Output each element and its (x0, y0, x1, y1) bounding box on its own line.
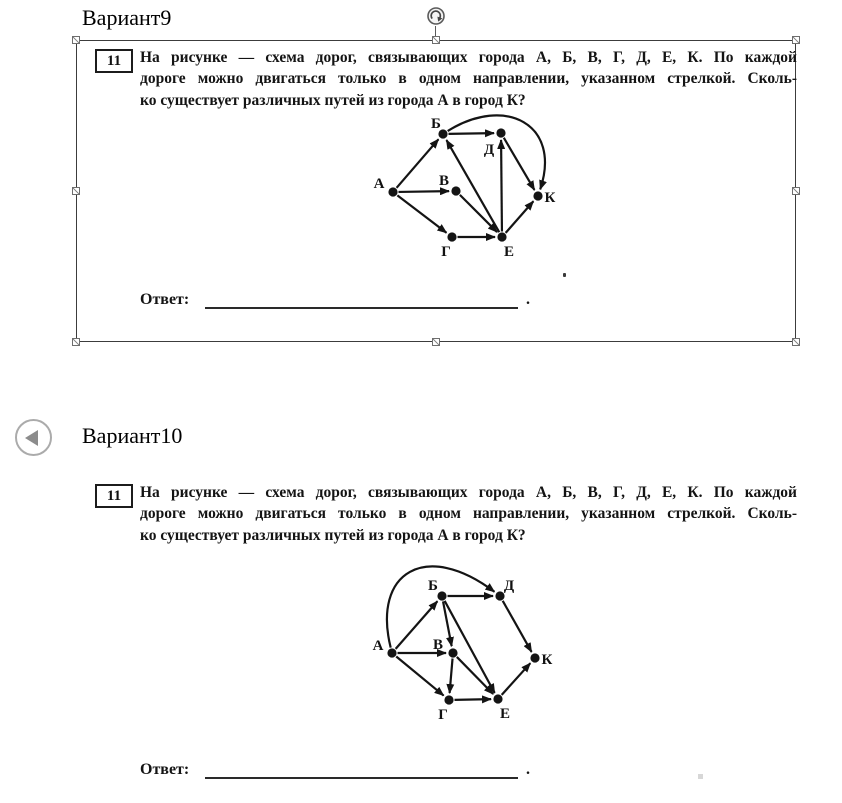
stray-gray-square (698, 774, 703, 779)
graph-node-E (497, 232, 506, 241)
variant9-answer-label: Ответ: (140, 291, 190, 308)
variant9-problem-text (140, 47, 797, 111)
graph-edge-V-E (460, 195, 497, 232)
problem-text-line: ко существует различных путей из города А в город К? (140, 526, 526, 544)
problem-text-line: дороге можно двигаться только в одном направлении, указанном стрелкой. Сколь- (140, 70, 797, 88)
graph-node-label-G: Г (438, 707, 448, 723)
graph-node-label-V: В (438, 173, 450, 189)
graph-node-G (444, 695, 453, 704)
graph-edge-B-E (445, 601, 495, 693)
graph-node-E (493, 694, 502, 703)
left-triangle-icon (25, 430, 38, 446)
rotate-handle-icon[interactable] (425, 5, 447, 27)
graph-node-G (447, 232, 456, 241)
graph-node-label-B: Б (428, 578, 438, 594)
graph-node-label-K: К (541, 652, 553, 668)
problem-text-line: ко существует различных путей из города А в город К? (140, 91, 526, 109)
variant10-answer-label: Ответ: (140, 761, 190, 778)
variant9-problem-number-box (95, 49, 133, 73)
graph-node-K (533, 191, 542, 200)
variant10-title: Вариант10 (82, 423, 183, 448)
graph-node-label-A: А (372, 638, 384, 654)
graph-edge-B-K (448, 115, 545, 189)
graph-node-A (387, 648, 396, 657)
stray-dot (563, 273, 566, 277)
graph-edge-D-K (504, 138, 535, 190)
graph-edge-A-V (398, 191, 449, 192)
graph-edge-A-D (387, 566, 494, 647)
graph-edge-D-K (503, 601, 532, 652)
graph-edge-E-K (506, 201, 534, 233)
resize-handle-top-middle[interactable] (432, 36, 440, 44)
resize-handle-middle-left[interactable] (72, 187, 80, 195)
graph-node-label-V: В (432, 637, 444, 653)
graph-edge-A-B (397, 139, 439, 188)
graph-edge-E-K (502, 663, 531, 695)
graph-node-label-E: Е (503, 244, 515, 260)
graph-node-label-G: Г (441, 244, 451, 260)
variant9-title: Вариант9 (82, 5, 172, 30)
resize-handle-top-left[interactable] (72, 36, 80, 44)
graph-node-K (530, 653, 539, 662)
graph-edge-A-B (396, 601, 438, 649)
previous-variant-button[interactable] (15, 419, 52, 456)
graph-node-label-D: Д (483, 142, 495, 158)
graph-node-label-D: Д (503, 578, 515, 594)
variant10-answer-blank-line (205, 777, 518, 779)
graph-node-label-K: К (544, 190, 556, 206)
graph-edge-V-G (450, 658, 453, 693)
problem-text-line: На рисунке — схема дорог, связывающих города А, Б, В, Г, Д, Е, К. По каждой (140, 49, 797, 66)
variant10-problem-number-box (95, 484, 133, 508)
graph-node-label-B: Б (431, 116, 441, 132)
graph-edge-A-G (396, 656, 443, 695)
problem-text-line: дороге можно двигаться только в одном направлении, указанном стрелкой. Сколь- (140, 505, 797, 523)
graph-edge-E-D (501, 140, 502, 232)
graph-node-D (496, 128, 505, 137)
problem-text-line: На рисунке — схема дорог, связывающих города А, Б, В, Г, Д, Е, К. По каждой (140, 484, 797, 501)
variant9-answer-period: . (526, 291, 530, 308)
graph-node-B (437, 591, 446, 600)
variant10-problem-number: 11 (106, 487, 122, 504)
variant9-answer-blank-line (205, 307, 518, 309)
graph-edge-B-D (448, 133, 494, 134)
resize-handle-middle-right[interactable] (792, 187, 800, 195)
variant9-problem-number: 11 (106, 52, 122, 69)
resize-handle-bottom-middle[interactable] (432, 338, 440, 346)
graph-node-label-A: А (373, 176, 385, 192)
graph-node-V (451, 186, 460, 195)
graph-node-V (448, 648, 457, 657)
resize-handle-top-right[interactable] (792, 36, 800, 44)
variant9-road-graph-diagram (370, 108, 585, 263)
graph-node-label-E: Е (499, 706, 511, 722)
resize-handle-bottom-right[interactable] (792, 338, 800, 346)
variant10-problem-text (140, 482, 797, 546)
graph-edge-A-G (397, 195, 446, 232)
variant10-road-graph-diagram (368, 560, 583, 730)
graph-node-A (388, 187, 397, 196)
graph-edge-G-E (454, 699, 491, 700)
graph-edge-V-E (457, 657, 493, 694)
variant10-answer-period: . (526, 761, 530, 778)
resize-handle-bottom-left[interactable] (72, 338, 80, 346)
